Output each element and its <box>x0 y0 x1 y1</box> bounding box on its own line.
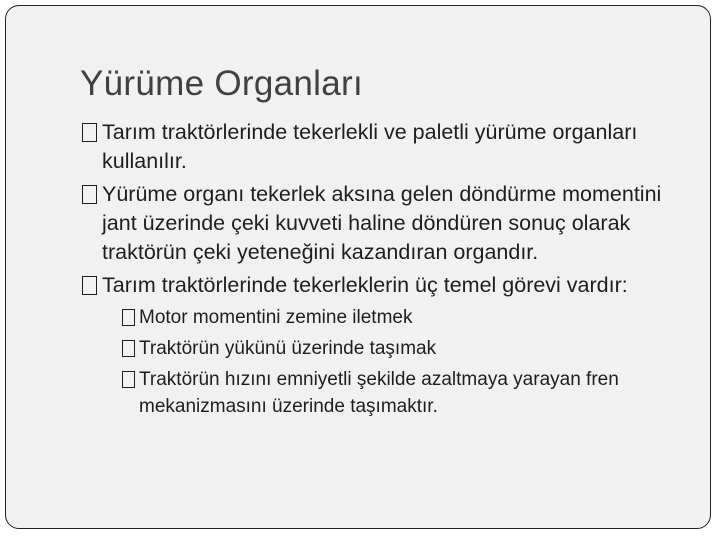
bullet-item <box>82 271 682 300</box>
bullet-item <box>82 180 682 267</box>
slide <box>5 5 711 529</box>
bullet-square-icon <box>82 185 97 204</box>
bullet-text: Tarım traktörlerinde tekerlekli ve paletli yürüme organları kullanılır. <box>102 120 638 173</box>
bullet-square-icon <box>122 340 135 357</box>
bullet-square-icon <box>82 276 97 295</box>
slide-title: Yürüme Organları <box>80 64 363 103</box>
bullet-square-icon <box>82 123 97 142</box>
sub-bullet-item <box>122 304 682 331</box>
sub-bullet-text: Traktörün hızını emniyetli şekilde azaltmaya yarayan fren mekanizmasını üzerinde taşımaktır. <box>139 369 619 417</box>
bullet-square-icon <box>122 309 135 326</box>
sub-bullet-text: Traktörün yükünü üzerinde taşımak <box>139 338 437 359</box>
bullet-text: Yürüme organı tekerlek aksına gelen döndürme momentini jant üzerinde çeki kuvveti haline döndüren sonuç olarak traktörün çeki yeteneğini kazandıran organdır. <box>102 182 662 264</box>
bullet-item <box>82 118 682 176</box>
sub-bullet-item <box>122 366 682 420</box>
slide-body <box>82 118 682 424</box>
sub-bullet-item <box>122 335 682 362</box>
bullet-square-icon <box>122 371 135 388</box>
sub-bullet-list <box>122 304 682 420</box>
sub-bullet-text: Motor momentini zemine iletmek <box>139 307 413 328</box>
bullet-text: Tarım traktörlerinde tekerleklerin üç temel görevi vardır: <box>102 273 628 297</box>
